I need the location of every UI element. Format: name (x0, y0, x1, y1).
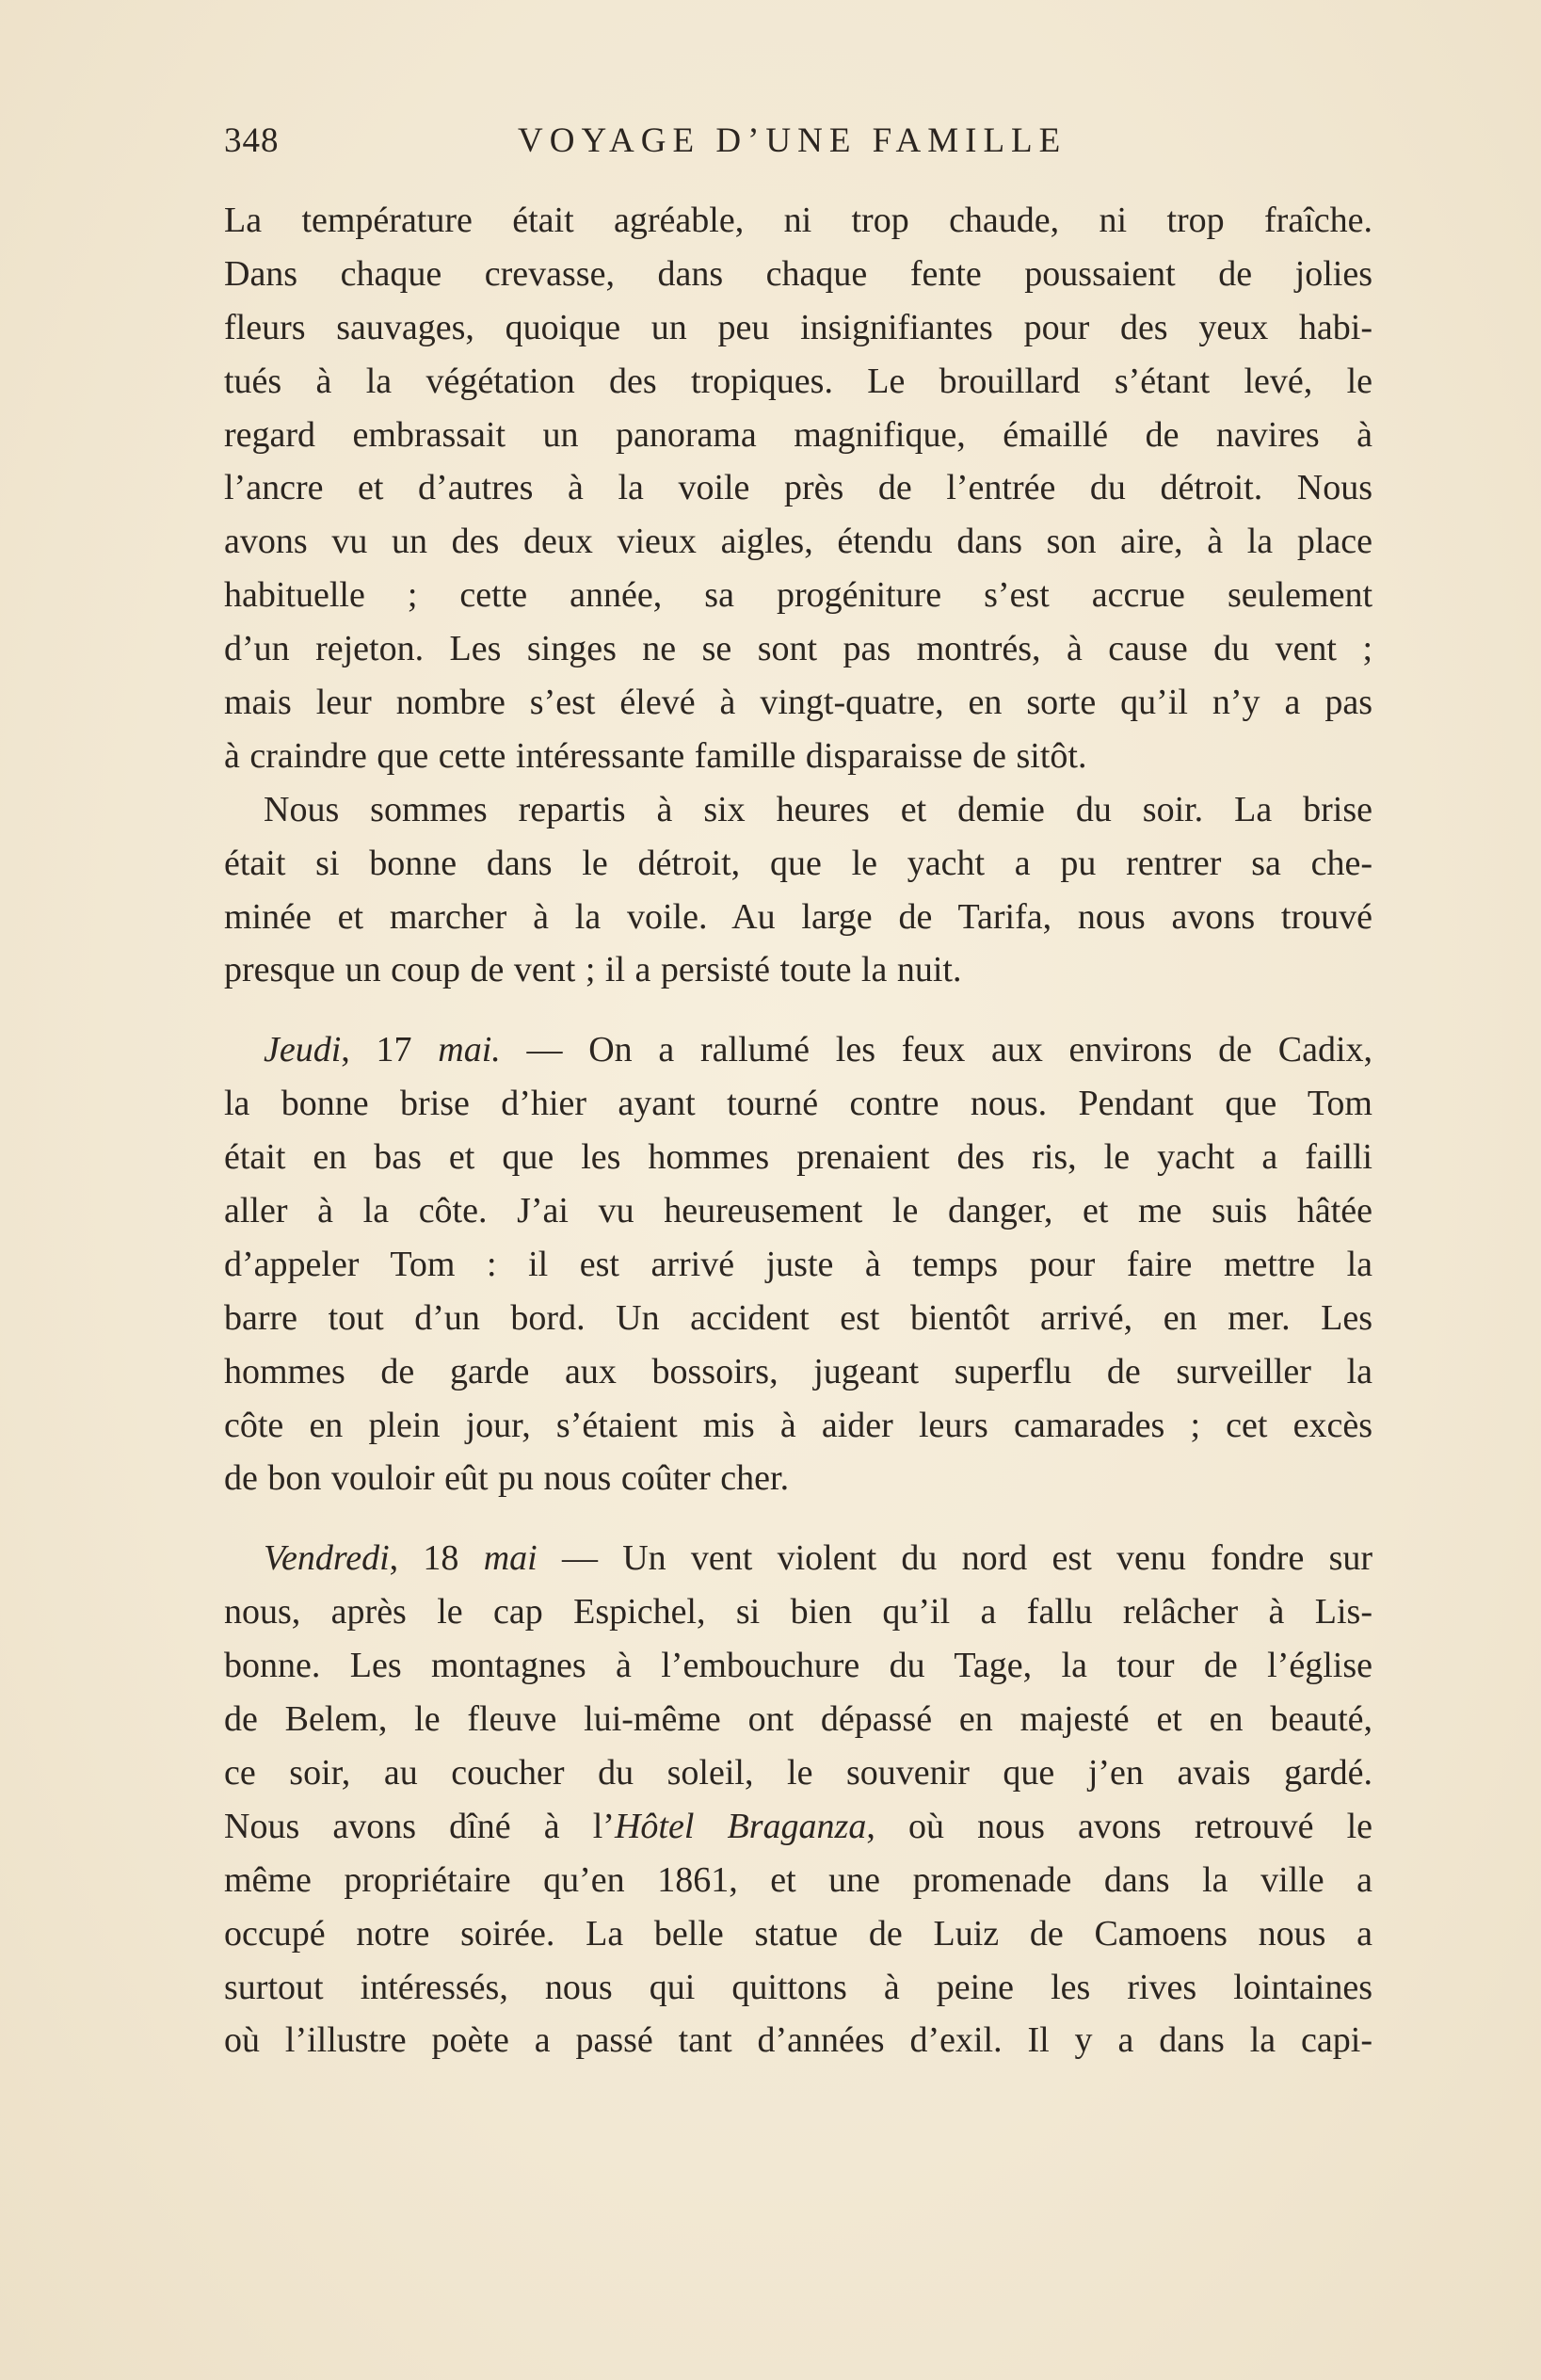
text-line: d’un rejeton. Les singes ne se sont pas montrés, à cause du vent ; (224, 629, 1372, 669)
text-line: habituelle ; cette année, sa progéniture s’est accrue seulement (224, 575, 1372, 616)
text-line: regard embrassait un panorama magnifique, émaillé de navires à (224, 414, 1372, 455)
paragraph-1 (224, 194, 1372, 783)
text-line: était si bonne dans le détroit, que le yacht a pu rentrer sa che- (224, 843, 1372, 883)
entry-date-separator: , 18 (389, 1538, 459, 1579)
entry-date-separator: , 17 (341, 1030, 412, 1070)
text-line: de Belem, le fleuve lui-même ont dépassé en majesté et en beauté, (224, 1699, 1372, 1740)
entry-first-line-text: — Un vent violent du nord est venu fondre sur (537, 1538, 1373, 1579)
text-line: Dans chaque crevasse, dans chaque fente poussaient de jolies (224, 253, 1372, 294)
text-line: barre tout d’un bord. Un accident est bientôt arrivé, en mer. Les (224, 1297, 1372, 1338)
hotel-name: Hôtel Braganza (614, 1806, 867, 1846)
section-gap (224, 997, 1372, 1023)
text-line: l’ancre et d’autres à la voile près de l’entrée du détroit. Nous (224, 468, 1372, 508)
entry-first-line (224, 1532, 1372, 1585)
text-line: d’appeler Tom : il est arrivé juste à temps pour faire mettre la (224, 1244, 1372, 1284)
text-line: Nous sommes repartis à six heures et demie du soir. La brise (264, 789, 1372, 829)
text-line: côte en plein jour, s’étaient mis à aider leurs camarades ; cet excès (224, 1405, 1372, 1445)
text-line: ce soir, au coucher du soleil, le souvenir que j’en avais gardé. (224, 1752, 1372, 1793)
hotel-line-before: Nous avons dîné à l’ (224, 1806, 615, 1846)
hotel-line-after: , où nous avons retrouvé le (866, 1806, 1373, 1846)
text-line: aller à la côte. J’ai vu heureusement le danger, et me suis hâtée (224, 1191, 1372, 1231)
text-line: à craindre que cette intéressante famille disparaisse de sitôt. (224, 735, 1087, 776)
entry-month: mai. (438, 1030, 501, 1070)
entry-first-line (224, 1023, 1372, 1077)
entry-first-line-text: — On a rallumé les feux aux environs de Cadix, (500, 1030, 1373, 1070)
text-line: presque un coup de vent ; il a persisté toute la nuit. (224, 950, 962, 990)
section-gap (224, 1505, 1372, 1532)
text-line: surtout intéressés, nous qui quittons à peine les rives lointaines (224, 1967, 1372, 2007)
text-line: était en bas et que les hommes prenaient des ris, le yacht a failli (224, 1137, 1372, 1178)
entry-month: mai (483, 1538, 538, 1579)
hotel-line (224, 1800, 1372, 1854)
text-line: minée et marcher à la voile. Au large de Tarifa, nous avons trouvé (224, 896, 1372, 937)
text-line: hommes de garde aux bossoirs, jugeant superflu de surveiller la (224, 1351, 1372, 1391)
running-title: VOYAGE D’UNE FAMILLE (518, 121, 1067, 160)
text-line: où l’illustre poète a passé tant d’années d’exil. Il y a dans la capi- (224, 2020, 1372, 2061)
page-header (224, 121, 1372, 168)
text-line: nous, après le cap Espichel, si bien qu’il a fallu relâcher à Lis- (224, 1592, 1372, 1632)
text-line: avons vu un des deux vieux aigles, étendu dans son aire, à la place (224, 522, 1372, 562)
paragraph-2 (224, 783, 1372, 998)
text-line: tués à la végétation des tropiques. Le brouillard s’étant levé, le (224, 361, 1372, 401)
text-line: de bon vouloir eût pu nous coûter cher. (224, 1458, 790, 1499)
text-line: fleurs sauvages, quoique un peu insignifiantes pour des yeux habi- (224, 307, 1372, 347)
text-line: la bonne brise d’hier ayant tourné contre nous. Pendant que Tom (224, 1084, 1372, 1124)
text-line: occupé notre soirée. La belle statue de Luiz de Camoens nous a (224, 1913, 1372, 1954)
text-line: bonne. Les montagnes à l’embouchure du Tage, la tour de l’église (224, 1646, 1372, 1686)
body-text (224, 194, 1372, 2067)
entry-day: Vendredi (264, 1538, 390, 1579)
page-number: 348 (224, 121, 280, 160)
text-line: mais leur nombre s’est élevé à vingt-quatre, en sorte qu’il n’y a pas (224, 683, 1372, 723)
entry-day: Jeudi (264, 1030, 342, 1070)
diary-entry-vendredi (224, 1532, 1372, 2067)
text-line: La température était agréable, ni trop chaude, ni trop fraîche. (224, 201, 1372, 240)
text-line: même propriétaire qu’en 1861, et une promenade dans la ville a (224, 1859, 1372, 1900)
diary-entry-jeudi (224, 1023, 1372, 1505)
